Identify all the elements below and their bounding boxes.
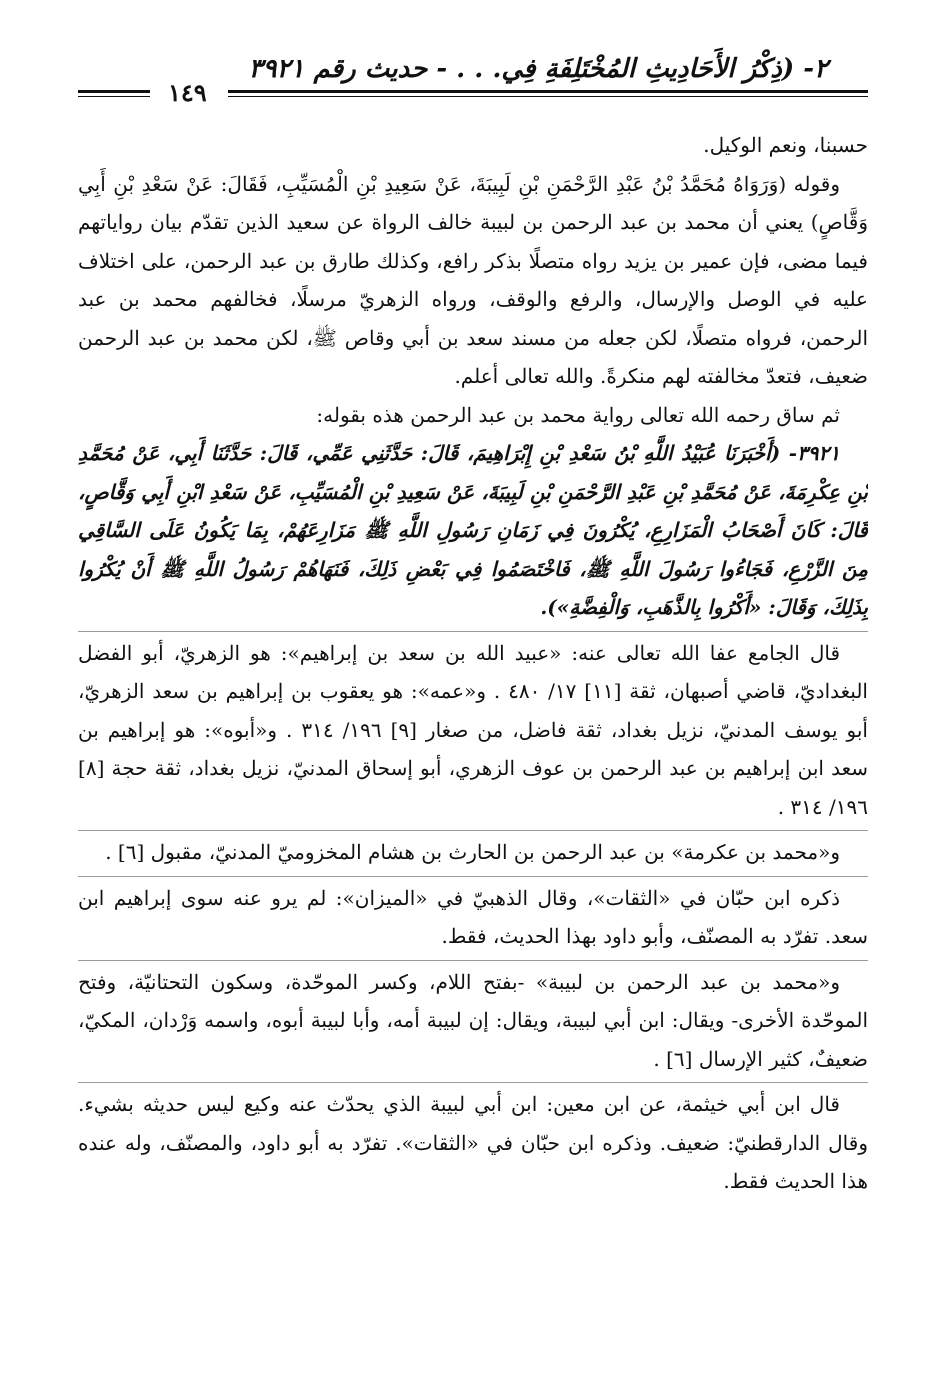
paragraph-hadith-3921: ٣٩٢١- (أَخْبَرَنَا عُبَيْدُ اللَّهِ بْنُ سَعْدِ بْنِ إِبْرَاهِيمَ، قَالَ: حَدَّثَنِي عَمِّي، قَالَ: حَدَّثَنَا أَبِي، عَنْ مُحَمَّدِ بْنِ عِكْرِمَةَ، عَنْ مُحَمَّدِ بْنِ عَبْدِ الرَّحْمَنِ بْنِ لَبِيبَةَ، عَنْ سَعِيدِ بْنِ الْمُسَيِّبِ، عَنْ سَعْدِ ابْنِ أَبِي وَقَّاصٍ، قَالَ: كَانَ أَصْحَابُ الْمَزَارِعِ، يُكْرُونَ فِي زَمَانِ رَسُولِ اللَّهِ ﷺ مَزَارِعَهُمْ، بِمَا يَكُونُ عَلَى السَّاقِي مِنَ الزَّرْعِ، فَجَاءُوا رَسُولَ اللَّهِ ﷺ، فَاخْتَصَمُوا فِي بَعْضِ ذَلِكَ، فَنَهَاهُمْ رَسُولُ اللَّهِ ﷺ أَنْ يُكْرُوا بِذَلِكَ، وَقَالَ: «أَكْرُوا بِالذَّهَبِ، وَالْفِضَّةِ»).	[78, 441, 868, 619]
page-body	[78, 126, 868, 1316]
section-divider	[78, 830, 868, 831]
header-rule-right	[228, 90, 868, 97]
section-divider	[78, 1082, 868, 1083]
paragraph-ibn-main: قال ابن أبي خيثمة، عن ابن معين: ابن أبي لبيبة الذي يحدّث عنه وكيع ليس حديثه بشيء. وقال الدارقطنيّ: ضعيف. وذكره ابن حبّان في «الثقات». تفرّد به أبو داود، والمصنّف، وله عنده هذا الحديث فقط.	[78, 1092, 868, 1193]
paragraph-ikrima: و«محمد بن عكرمة» بن عبد الرحمن بن الحارث بن هشام المخزوميّ المدنيّ، مقبول [٦] .	[105, 840, 840, 864]
page-number: ١٤٩	[168, 78, 207, 107]
header-rule-left	[78, 90, 150, 97]
page-header	[78, 48, 868, 108]
paragraph-continuation: حسبنا، ونعم الوكيل.	[703, 133, 868, 157]
paragraph-ibn-hibban: ذكره ابن حبّان في «الثقات»، وقال الذهبيّ في «الميزان»: لم يرو عنه سوى إبراهيم ابن سعد. تفرّد به المصنّف، وأبو داود بهذا الحديث، فقط.	[78, 885, 868, 948]
paragraph-commentary: وقوله (وَرَوَاهُ مُحَمَّدُ بْنُ عَبْدِ الرَّحْمَنِ بْنِ لَبِيبَةَ، عَنْ سَعِيدِ بْنِ الْمُسَيِّبِ، فَقَالَ: عَنْ سَعْدِ بْنِ أَبِي وَقَّاصٍ) يعني أن محمد بن عبد الرحمن بن لبيبة خالف الرواة عن سعيد الذين تقدّم بيان رواياتهم فيما مضى، فإن عمير بن يزيد رواه متصلًا بذكر رافع، وكذلك طارق بن عبد الرحمن، على اختلاف عليه في الوصل والإرسال، والرفع والوقف، ورواه الزهريّ مرسلًا، فخالفهم محمد بن عبد الرحمن، فرواه متصلًا، لكن جعله من مسند سعد بن أبي وقاص ﷺ، لكن محمد بن عبد الرحمن ضعيف، فتعدّ مخالفته لهم منكرةً. والله تعالى أعلم.	[78, 171, 868, 388]
running-title: ٢- (ذِكْرُ الأَحَادِيثِ المُخْتَلِفَةِ فِي. . . - حديث رقم ٣٩٢١	[248, 54, 828, 84]
paragraph-narrators: قال الجامع عفا الله تعالى عنه: «عبيد الله بن سعد بن إبراهيم»: هو الزهريّ، أبو الفضل البغداديّ، قاضي أصبهان، ثقة [١١] ١٧/ ٤٨٠ . و«عمه»: هو يعقوب بن إبراهيم بن سعد الزهريّ، أبو يوسف المدنيّ، نزيل بغداد، ثقة فاضل، من صغار [٩] ١٩٦/ ٣١٤ . و«أبوه»: هو إبراهيم بن سعد ابن إبراهيم بن عبد الرحمن بن عوف الزهري، أبو إسحاق المدنيّ، نزيل بغداد، ثقة حجة [٨] ١٩٦/ ٣١٤ .	[78, 640, 868, 819]
section-divider	[78, 960, 868, 961]
paragraph-intro: ثم ساق رحمه الله تعالى رواية محمد بن عبد الرحمن هذه بقوله:	[316, 402, 840, 427]
section-divider	[78, 631, 868, 632]
section-divider	[78, 876, 868, 877]
paragraph-labiba: و«محمد بن عبد الرحمن بن لبيبة» -بفتح اللام، وكسر الموحّدة، وسكون التحتانيّة، وفتح الموحّدة الأخرى- ويقال: ابن أبي لبيبة، ويقال: إن لبيبة أمه، وأبا لبيبة أبوه، واسمه وَرْدان، المكيّ، ضعيفٌ، كثير الإرسال [٦] .	[78, 969, 868, 1071]
